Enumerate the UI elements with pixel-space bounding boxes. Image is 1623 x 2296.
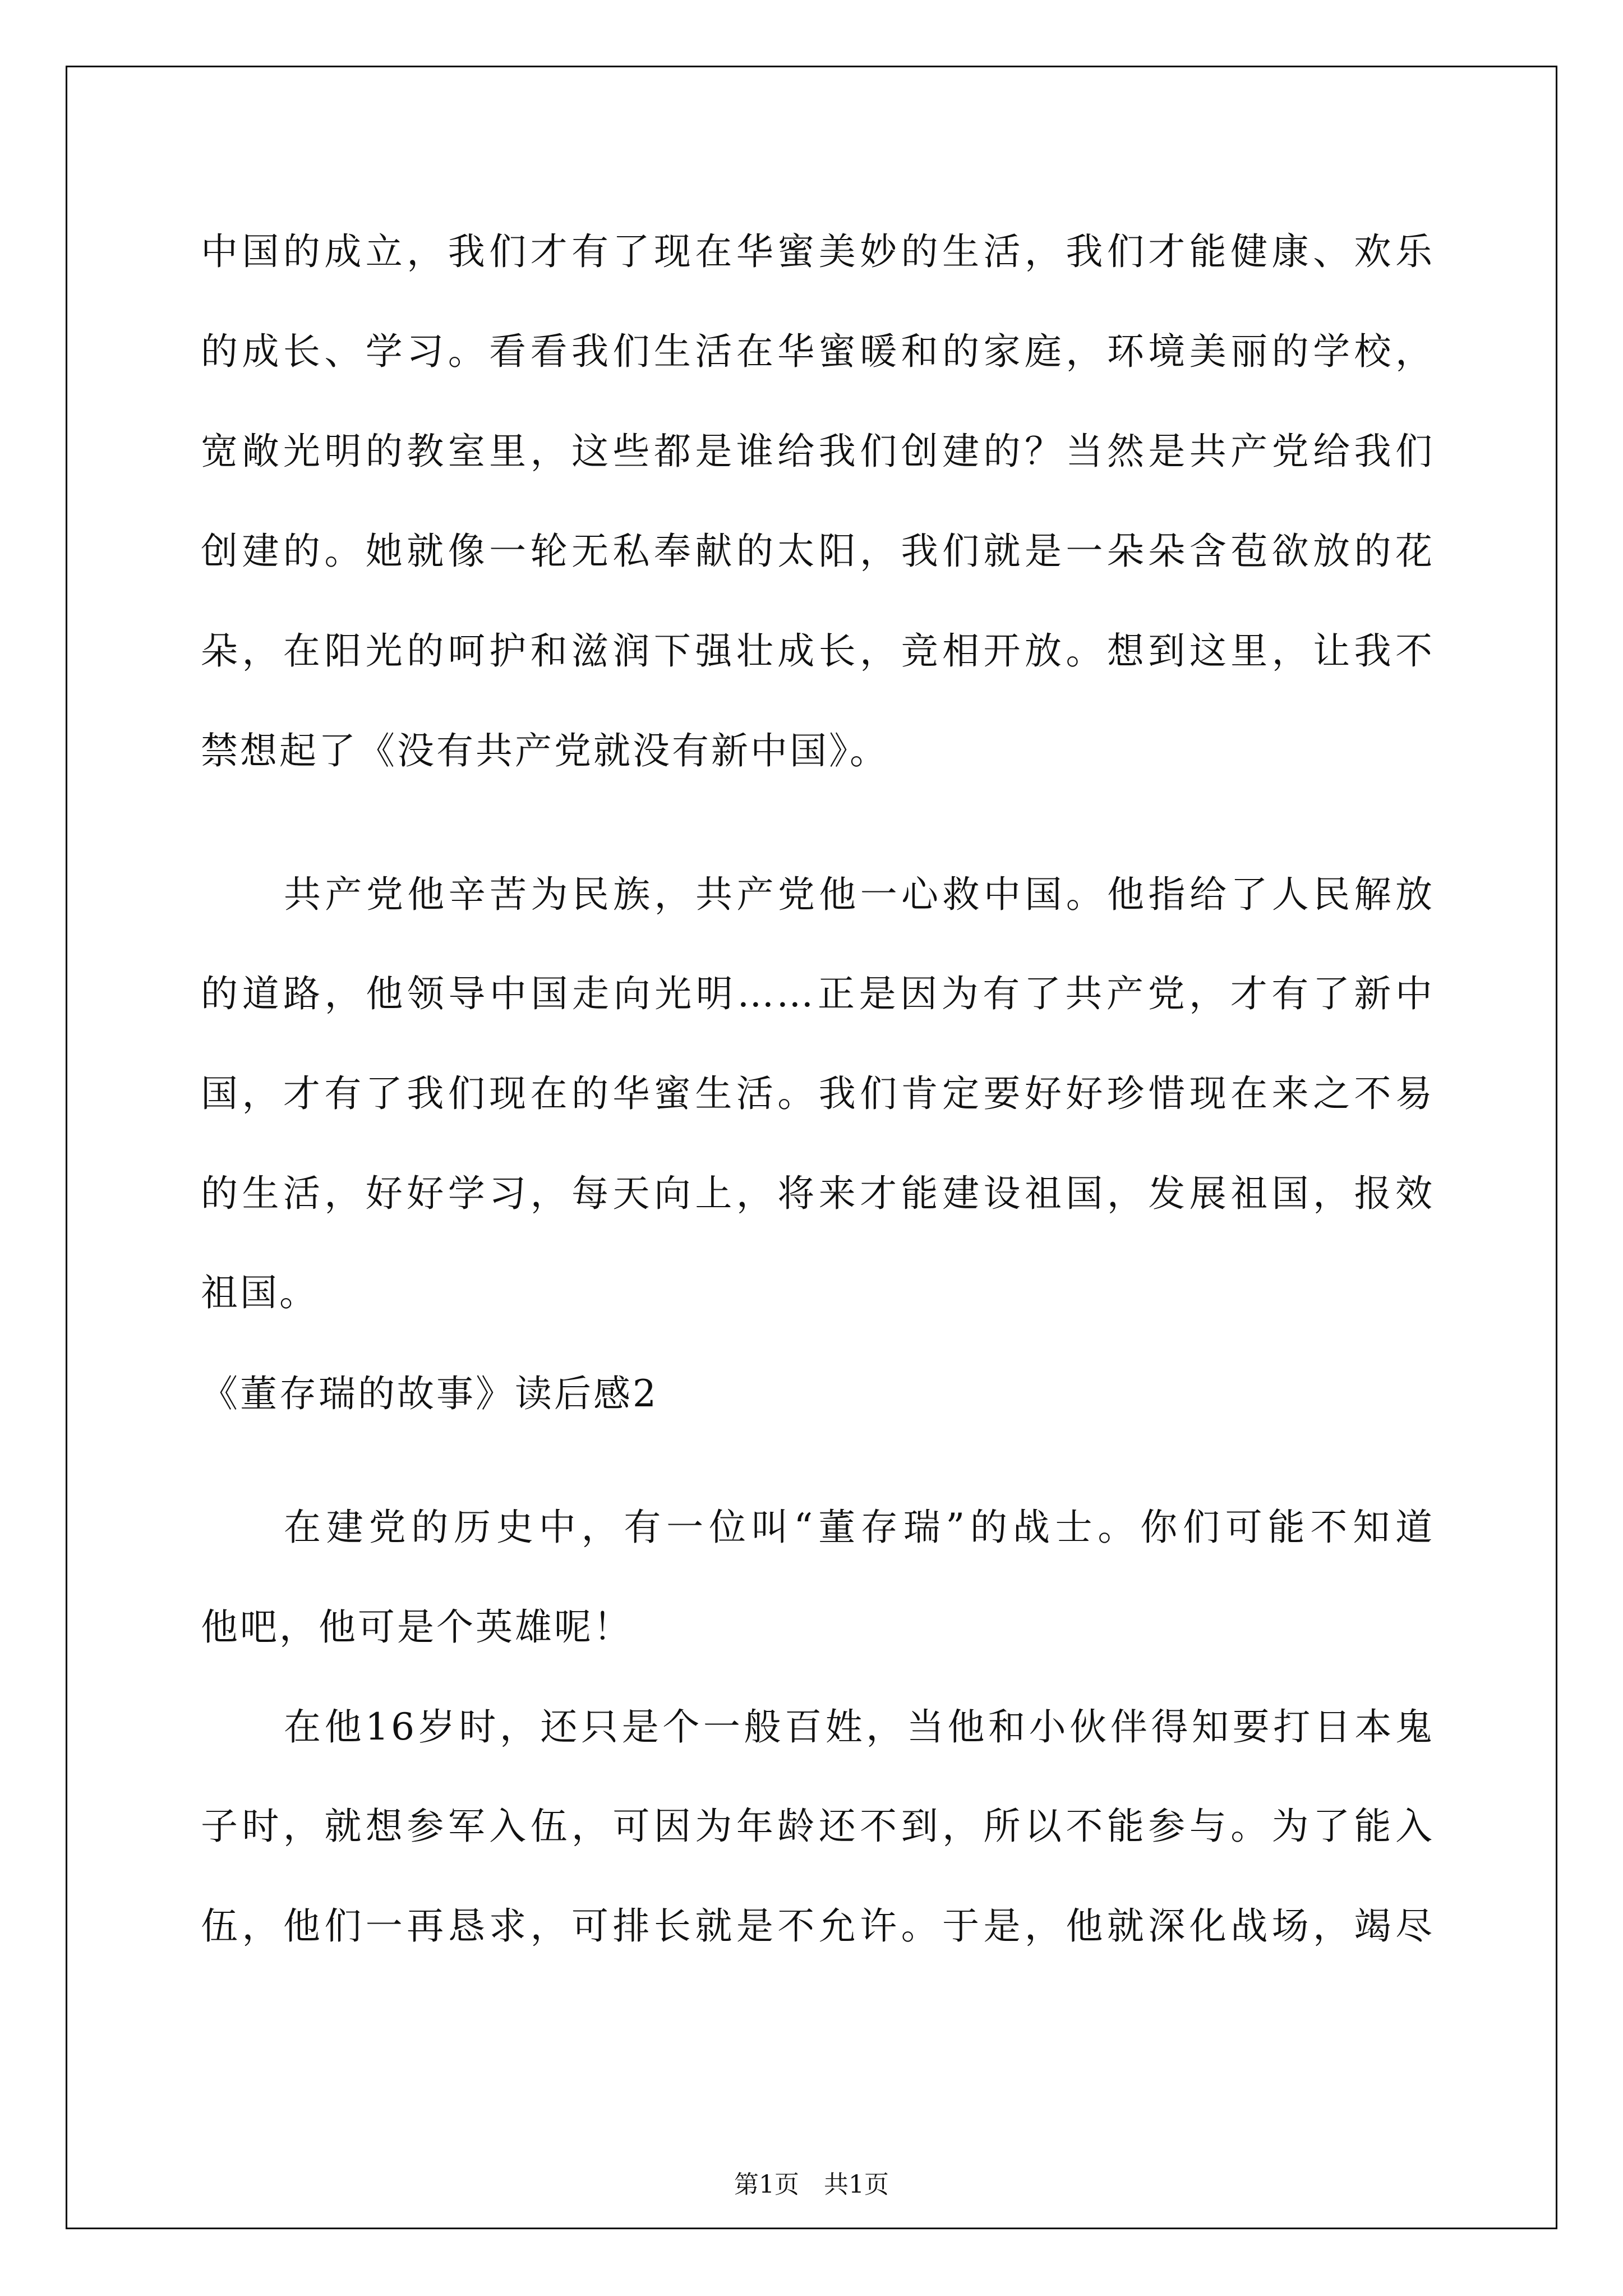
body-line-9: 国，才有了我们现在的华蜜生活。我们肯定要好好珍惜现在来之不易 bbox=[201, 1072, 1435, 1115]
body-line-6: 禁想起了《没有共产党就没有新中国》。 bbox=[201, 729, 889, 772]
body-line-2: 的成长、学习。看看我们生活在华蜜暖和的家庭，环境美丽的学校， bbox=[201, 330, 1435, 373]
body-line-5: 朵，在阳光的呵护和滋润下强壮成长，竞相开放。想到这里，让我不 bbox=[201, 629, 1435, 673]
body-line-7: 共产党他辛苦为民族，共产党他一心救中国。他指给了人民解放 bbox=[284, 873, 1435, 916]
body-line-15: 子时，就想参军入伍，可因为年龄还不到，所以不能参与。为了能入 bbox=[201, 1805, 1435, 1848]
body-line-12: 在建党的历史中，有一位叫“董存瑞”的战士。你们可能不知道 bbox=[284, 1506, 1435, 1549]
body-line-1: 中国的成立，我们才有了现在华蜜美妙的生活，我们才能健康、欢乐 bbox=[201, 230, 1435, 273]
body-line-14: 在他16岁时，还只是个一般百姓，当他和小伙伴得知要打日本鬼 bbox=[284, 1705, 1435, 1749]
body-line-8: 的道路，他领导中国走向光明……正是因为有了共产党，才有了新中 bbox=[201, 972, 1435, 1015]
body-line-3: 宽敞光明的教室里，这些都是谁给我们创建的？当然是共产党给我们 bbox=[201, 430, 1435, 473]
body-line-10: 的生活，好好学习，每天向上，将来才能建设祖国，发展祖国，报效 bbox=[201, 1172, 1435, 1215]
body-line-4: 创建的。她就像一轮无私奉献的太阳，我们就是一朵朵含苞欲放的花 bbox=[201, 530, 1435, 573]
body-line-11: 祖国。 bbox=[201, 1271, 319, 1314]
page-footer: 第1页 共1页 bbox=[734, 2170, 889, 2199]
section-heading: 《董存瑞的故事》读后感2 bbox=[201, 1372, 658, 1415]
body-line-13: 他吧，他可是个英雄呢！ bbox=[201, 1605, 633, 1649]
body-line-16: 伍，他们一再恳求，可排长就是不允许。于是，他就深化战场，竭尽 bbox=[201, 1904, 1435, 1948]
